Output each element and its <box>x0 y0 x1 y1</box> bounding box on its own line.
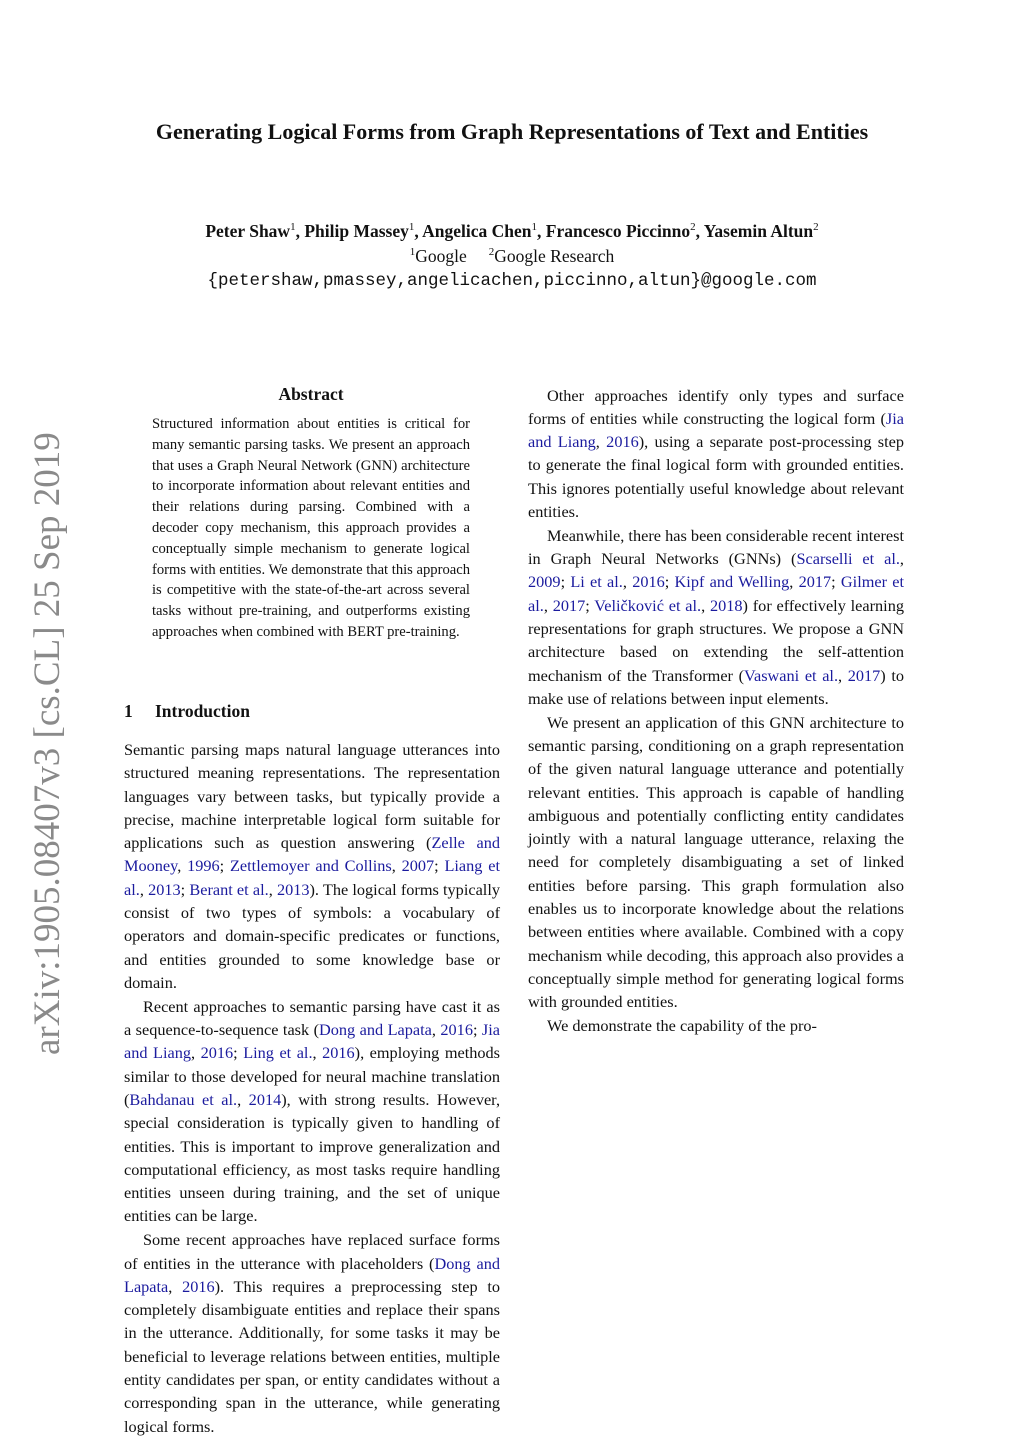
text-run: , <box>268 879 277 899</box>
author-affiliation-mark: 1 <box>408 221 415 233</box>
text-run: ), with strong results. However, special consideration is typically given to handling of entities. This is important to improve generalization and computational efficiency, as most tasks require handling entities unseen during training, and the set of unique entities can be large. <box>124 1089 501 1226</box>
text-run: ; <box>560 572 571 592</box>
arxiv-stamp: arXiv:1905.08407v3 [cs.CL] 25 Sep 2019 <box>27 432 68 1055</box>
citation-link[interactable]: Dong and Lapata <box>319 1020 432 1040</box>
paragraph <box>124 995 500 1228</box>
text-run: ; <box>472 1020 482 1040</box>
text-run: , <box>237 1089 249 1109</box>
text-run: We present an application of this GNN architecture to semantic parsing, conditioning on a graph representation of the given natural language utterance and potentially relevant entities. This approach is capable of handling ambiguous and potentially conflicting entity candidates jointly with a natural language utterance, relaxing the need for completely disambiguating a set of linked entities before parsing. This graph formulation also enables us to incorporate knowledge about the relations between entities where available. Combined with a copy mechanism while decoding, this approach also provides a conceptually simple method for generating logical forms with grounded entities. <box>528 712 904 1012</box>
text-run: ; <box>180 879 190 899</box>
section-number: 1 <box>124 701 133 721</box>
citation-link[interactable]: 2017 <box>552 595 586 615</box>
author-name: Peter Shaw <box>205 221 291 241</box>
paragraph <box>528 1014 904 1037</box>
author-affiliation-mark: 1 <box>290 221 296 233</box>
author-affiliation-mark: 1 <box>531 221 538 233</box>
citation-link[interactable]: 2017 <box>847 665 881 685</box>
text-run: , <box>139 879 149 899</box>
text-run: ; <box>233 1043 244 1063</box>
author-name: Yasemin Altun <box>703 221 814 241</box>
author-emails: {petershaw,pmassey,angelicachen,piccinno,altun}@google.com <box>207 271 817 291</box>
section-heading-introduction <box>124 701 250 722</box>
affiliations <box>60 246 964 267</box>
citation-link[interactable]: 2013 <box>276 879 310 899</box>
author-name: Francesco Piccinno <box>545 221 691 241</box>
section-title: Introduction <box>155 701 250 721</box>
citation-link[interactable]: 2016 <box>322 1043 355 1063</box>
citation-link[interactable]: Berant et al. <box>189 879 269 899</box>
text-run: , <box>899 549 904 569</box>
citation-link[interactable]: 2007 <box>401 856 435 876</box>
text-run: , <box>622 572 633 592</box>
text-run: ; <box>434 856 445 876</box>
citation-link[interactable]: Gilmer et al. <box>528 572 905 615</box>
citation-link[interactable]: 2016 <box>440 1020 473 1040</box>
author-affiliation-mark: 2 <box>690 221 696 233</box>
citation-link[interactable]: Veličković et al. <box>594 595 702 615</box>
text-run: ) for effectively learning representations for graph structures. We propose a GNN architecture based on extending the self-attention mechanism of the Transformer ( <box>528 595 904 685</box>
text-run: , <box>168 1276 183 1296</box>
author-name: Philip Massey <box>304 221 409 241</box>
affiliation-name: Google Research <box>494 246 615 266</box>
left-column-body <box>124 738 500 1438</box>
affiliation-number: 2 <box>488 246 495 258</box>
citation-link[interactable]: Dong and Lapata <box>124 1253 500 1296</box>
author-list: Peter Shaw$^1$, Philip Massey$^1$, Angelica Chen$^1$, Francesco Piccinno$^2$, Yasemin Altun$^2$ <box>205 221 819 241</box>
text-run: ), using a separate post-processing step to generate the final logical form with grounded entities. This ignores potentially useful knowledge about relevant entities. <box>528 432 904 521</box>
citation-link[interactable]: 1996 <box>187 856 220 876</box>
paragraph <box>528 524 904 710</box>
text-run: ; <box>831 572 841 592</box>
text-run: , <box>838 665 848 685</box>
text-run: , <box>312 1043 323 1063</box>
text-run: ). The logical forms typically consist of two types of symbols: a vocabulary of operators and domain-specific predicates or functions, and entities grounded to some knowledge base or domain. <box>124 879 500 992</box>
author-name: Angelica Chen <box>422 221 532 241</box>
citation-link[interactable]: 2014 <box>248 1089 282 1109</box>
citation-link[interactable]: Zettlemoyer and Collins <box>229 856 392 876</box>
text-run: , <box>431 1020 441 1040</box>
text-run: Meanwhile, there has been considerable recent interest in Graph Neural Networks (GNNs) ( <box>528 525 904 569</box>
text-run: Recent approaches to semantic parsing have cast it as a sequence-to-sequence task ( <box>124 996 500 1040</box>
text-run: ). This requires a preprocessing step to completely disambiguate entities and replace their spans in the utterance. Additionally, for some tasks it may be beneficial to leverage relations between entities, multiple entity candidates per span, or entity candidates without a corresponding span in the utterance, while generating logical forms. <box>124 1276 500 1436</box>
citation-link[interactable]: Scarselli et al. <box>796 549 900 569</box>
citation-link[interactable]: Kipf and Welling <box>674 572 790 592</box>
text-run: ), employing methods similar to those developed for neural machine translation ( <box>124 1043 500 1109</box>
citation-link[interactable]: 2009 <box>528 572 561 592</box>
text-run: , <box>595 432 607 452</box>
citation-link[interactable]: 2016 <box>632 572 665 592</box>
text-run: Other approaches identify only types and surface forms of entities while constructing the logical form ( <box>528 385 904 428</box>
citation-link[interactable]: 2016 <box>200 1043 234 1063</box>
text-run: ; <box>585 595 595 615</box>
citation-link[interactable]: 2017 <box>798 572 832 592</box>
citation-link[interactable]: Li et al. <box>570 572 623 592</box>
abstract-text: Structured information about entities is critical for many semantic parsing tasks. We present an approach that uses a Graph Neural Network (GNN) architecture to incorporate information about relevant entities and their relations during parsing. Combined with a decoder copy mechanism, this approach provides a conceptually simple mechanism to generate logical forms with entities. We demonstrate that this approach is competitive with the state-of-the-art across several tasks without pre-training, and outperforms existing approaches when combined with BERT pre-training. <box>152 416 470 640</box>
affiliation-number: 1 <box>409 246 416 258</box>
citation-link[interactable]: Zelle and Mooney <box>124 833 500 876</box>
text-run: Some recent approaches have replaced surface forms of entities in the utterance with placeholders ( <box>124 1230 500 1273</box>
citation-link[interactable]: Jia and Liang <box>124 1020 501 1063</box>
paper-title: Generating Logical Forms from Graph Representations of Text and Entities <box>155 119 869 144</box>
citation-link[interactable]: 2018 <box>709 595 743 615</box>
text-run: , <box>191 1043 201 1063</box>
citation-link[interactable]: Liang et al. <box>124 856 500 899</box>
paragraph <box>124 1228 500 1438</box>
citation-link[interactable]: Bahdanau et al. <box>129 1089 238 1109</box>
abstract-heading: Abstract <box>278 384 344 404</box>
citation-link[interactable]: 2016 <box>182 1276 215 1296</box>
citation-link[interactable]: 2013 <box>148 879 181 899</box>
affiliation-name: Google <box>415 246 467 266</box>
author-affiliation-mark: 2 <box>813 221 819 233</box>
text-run: , <box>177 856 188 876</box>
text-run: ) to make use of relations between input elements. <box>528 665 905 708</box>
citation-link[interactable]: 2016 <box>606 432 639 452</box>
paragraph <box>528 711 904 1014</box>
text-run: ; <box>664 572 675 592</box>
citation-link[interactable]: Vaswani et al. <box>744 665 839 685</box>
text-run: ; <box>219 856 230 876</box>
right-column-body <box>528 383 904 1037</box>
text-run: , <box>701 595 710 615</box>
text-run: Semantic parsing maps natural language utterances into structured meaning representations. The representation languages vary between tasks, but typically provide a precise, machine interpretable logical form suitable for applications such as question answering ( <box>124 740 500 853</box>
citation-link[interactable]: Ling et al. <box>243 1043 313 1063</box>
paragraph <box>124 738 500 994</box>
text-run: , <box>789 572 799 592</box>
text-run: We demonstrate the capability of the pro- <box>547 1016 817 1036</box>
text-run: , <box>543 595 553 615</box>
paragraph <box>528 384 904 524</box>
citation-link[interactable]: Jia and Liang <box>528 408 904 452</box>
text-run: , <box>391 856 402 876</box>
